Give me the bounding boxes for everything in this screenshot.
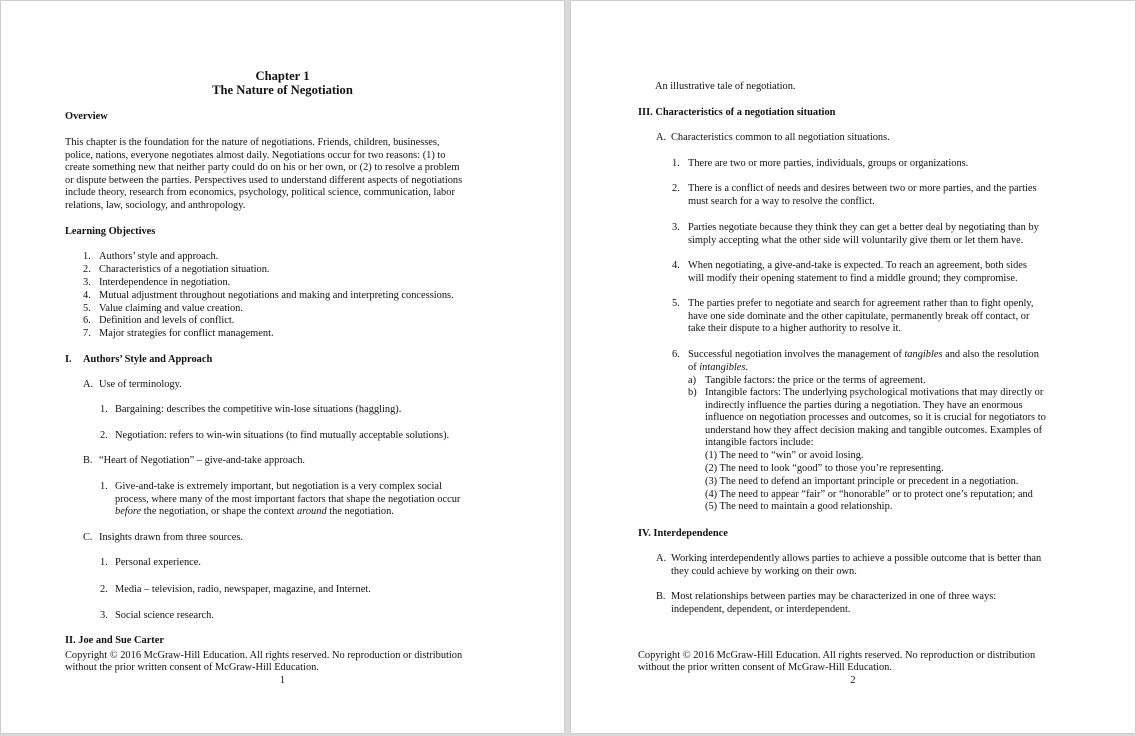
outline-text: Insights drawn from three sources. — [99, 532, 243, 543]
overview-line: or dispute between the parties. Perspectives used to understand different aspects of negotiations — [65, 174, 463, 186]
outline-label: 2. — [100, 584, 108, 595]
outline-text: intangible factors include: — [705, 437, 814, 448]
outline-label: 3. — [672, 222, 680, 233]
outline-label: 2. — [672, 183, 680, 194]
outline-text: (4) The need to appear “fair” or “honorable” or to protect one’s reputation; and — [705, 488, 1033, 500]
outline-label: A. — [656, 132, 667, 143]
outline-label: A. — [83, 379, 94, 390]
outline-text: must search for a way to resolve the conflict. — [688, 195, 875, 207]
outline-text: Social science research. — [115, 610, 214, 621]
outline-label: 4. — [672, 260, 680, 271]
outline-text: “Heart of Negotiation” – give-and-take approach. — [99, 455, 305, 466]
copyright-line: Copyright © 2016 McGraw-Hill Education. All rights reserved. No reproduction or distribution — [65, 650, 463, 661]
outline-text: (2) The need to look “good” to those you’re representing. — [705, 463, 944, 474]
overview-line: include theory, research from economics, psychology, political science, communication, labor — [65, 187, 455, 198]
section-heading: III. Characteristics of a negotiation situation — [638, 107, 836, 118]
outline-label: 2. — [100, 430, 108, 441]
outline-text: Successful negotiation involves the management of tangibles and also the resolution — [688, 349, 1039, 360]
outline-text: understand how they affect decision making and tangible outcomes. Examples of — [705, 424, 1043, 436]
outline-label: 5. — [672, 298, 680, 309]
page-number: 1 — [279, 675, 286, 686]
outline-label: B. — [656, 591, 666, 602]
outline-text: Give-and-take is extremely important, but negotiation is a very complex social — [115, 481, 442, 492]
outline-text: indirectly influence the parties during a negotiation. They have an enormous — [705, 399, 1023, 411]
outline-text: When negotiating, a give-and-take is expected. To reach an agreement, both sides — [688, 260, 1027, 271]
section-heading: Authors’ Style and Approach — [83, 354, 213, 365]
outline-label: 1. — [100, 404, 108, 415]
outline-text: independent, dependent, or interdependent. — [671, 603, 851, 615]
overview-heading: Overview — [65, 111, 108, 122]
section-number: I. — [65, 354, 72, 365]
document-page-2 — [571, 1, 1135, 733]
outline-text: There are two or more parties, individuals, groups or organizations. — [688, 158, 969, 169]
outline-text: Parties negotiate because they think they can get a better deal by negotiating than by — [688, 222, 1039, 233]
outline-text: Intangible factors: The underlying psychological motivations that may directly or — [705, 387, 1044, 398]
outline-text: (1) The need to “win” or avoid losing. — [705, 450, 864, 461]
outline-label: 1. — [100, 481, 108, 492]
outline-text: Use of terminology. — [99, 379, 182, 390]
copyright-line: without the prior written consent of McGraw-Hill Education. — [638, 662, 892, 673]
outline-label: B. — [83, 455, 93, 466]
outline-label: a) — [688, 374, 697, 386]
objectives-heading: Learning Objectives — [65, 226, 156, 237]
outline-text: There is a conflict of needs and desires between two or more parties, and the parties — [688, 183, 1037, 194]
chapter-title: The Nature of Negotiation — [212, 83, 353, 97]
outline-text: Bargaining: describes the competitive win-lose situations (haggling). — [115, 404, 402, 415]
outline-text: Characteristics common to all negotiation situations. — [671, 132, 890, 143]
outline-text: influence on negotiation processes and outcomes, so it is crucial for negotiators to — [705, 412, 1046, 423]
outline-text: Tangible factors: the price or the terms of agreement. — [705, 374, 926, 386]
page-number: 2 — [850, 675, 856, 686]
outline-label: 1. — [100, 557, 108, 568]
outline-text: (3) The need to defend an important principle or precedent in a negotiation. — [705, 476, 1019, 487]
outline-text: will modify their opening statement to find a middle ground; they compromise. — [688, 272, 1018, 284]
outline-text: they could achieve by working on their own. — [671, 565, 857, 577]
overview-line: create something new that neither party could do on his or her own, or (2) to resolve a problem — [65, 162, 460, 173]
outline-text: (5) The need to maintain a good relationship. — [705, 501, 893, 512]
outline-text: process, where many of the most important factors that shape the negotiation occur — [115, 493, 461, 505]
section-heading: IV. Interdependence — [638, 528, 728, 539]
overview-line: This chapter is the foundation for the nature of negotiations. Friends, children, businesses, — [65, 137, 440, 148]
outline-text: take their dispute to a higher authority to resolve it. — [688, 323, 901, 334]
outline-label: b) — [688, 387, 697, 398]
outline-text: The parties prefer to negotiate and search for agreement rather than to fight openly, — [688, 298, 1034, 309]
document-page-1: Chapter 1 The Nature of Negotiation Overview This chapter is the foundation for the nature of negotiations. Friends, children, businesses, police, nations, everyone negotiates almost daily. Negotiations occur for two reasons: (1) to create something new that neither party could do on his or her own, or (2) to resolve a problem or dispute between the parties. Perspectives used to understand different aspects of negotiations include theory, research from economics, psychology, political science, communication, labor relations, law, sociology, and anthropology. Learning Objectives 1. Authors’ style and approach. 2. Characteristics of a negotiation situation. 3. Interdependence in negotiation. 4. Mutual adjustment throughout negotiations and making and interpreting concessions. 5. Value claiming and value creation. 6. Definition and levels of conflict. 7. Major strategies for conflict management. I. Authors’ Style and Approach A. Use of terminology. 1. Bargaining: describes the competitive win-lose situations (haggling). 2. Negotiation: refers to win-win situations (to find mutually acceptable solutions). B. “Heart of Negotiation” – give-and-take approach. 1. Give-and-take is extremely important, but negotiation is a very complex social process, where many of the most important factors that shape the negotiation occur before the negotiation, or shape the context around the negotiation. C. Insights drawn from three sources. 1. Personal experience. 2. Media – television, radio, newspaper, magazine, and Internet. 3. Social science research. II. Joe and Sue Carter Copyright © 2016 McGraw-Hill Education. All rights reserved. No reproduction or distribution without the prior written consent of McGraw-Hill Education. 1 — [1, 1, 564, 733]
outline-text: simply accepting what the other side will voluntarily give them or let them have. — [688, 234, 1024, 246]
outline-text: Personal experience. — [115, 557, 201, 568]
intro-text: An illustrative tale of negotiation. — [655, 81, 796, 92]
outline-text: Media – television, radio, newspaper, magazine, and Internet. — [115, 584, 371, 595]
outline-text: Negotiation: refers to win-win situations (to find mutually acceptable solutions). — [115, 430, 450, 441]
overview-line: police, nations, everyone negotiates almost daily. Negotiations occur for two reasons: (1) to — [65, 149, 446, 161]
chapter-label: Chapter 1 — [255, 69, 310, 83]
outline-text: Most relationships between parties may be characterized in one of three ways: — [671, 591, 997, 602]
outline-text: have one side dominate and the other capitulate, permanently break off contact, or — [688, 310, 1030, 322]
outline-label: 1. — [672, 158, 680, 169]
overview-line: relations, law, sociology, and anthropology. — [65, 199, 246, 211]
outline-label: C. — [83, 532, 93, 543]
outline-label: A. — [656, 553, 667, 564]
outline-text: of intangibles. — [688, 361, 749, 373]
outline-text: before the negotiation, or shape the context around the negotiation. — [115, 506, 394, 517]
outline-label: 6. — [672, 349, 680, 360]
outline-text: Working interdependently allows parties to achieve a possible outcome that is better than — [671, 553, 1042, 564]
copyright-line: without the prior written consent of McGraw-Hill Education. — [65, 662, 319, 673]
outline-label: 3. — [100, 610, 108, 621]
section-heading: II. Joe and Sue Carter — [65, 635, 164, 646]
copyright-line: Copyright © 2016 McGraw-Hill Education. All rights reserved. No reproduction or distribution — [638, 650, 1036, 661]
